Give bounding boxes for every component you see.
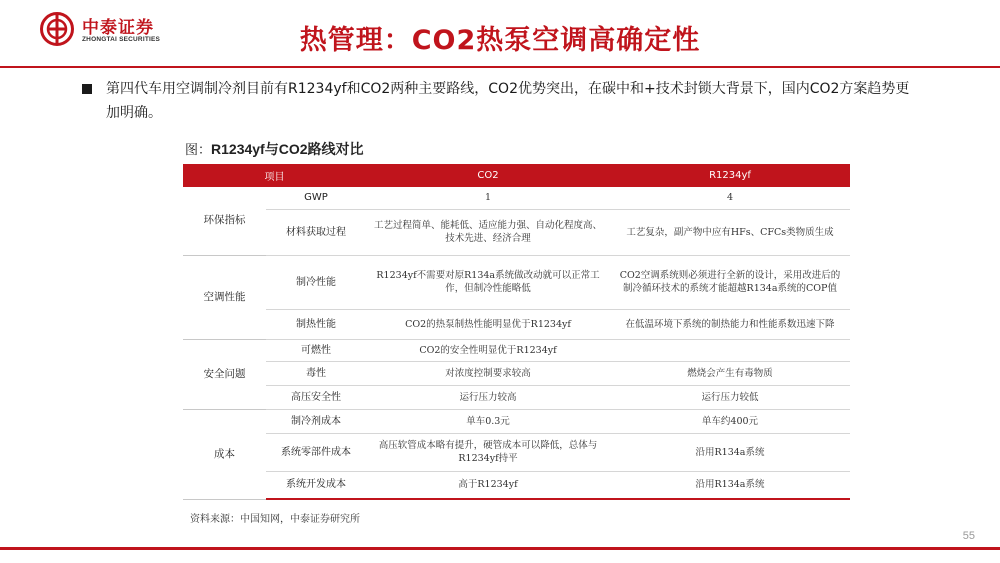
row-r1234yf: 沿用R134a系统	[610, 433, 850, 471]
row-co2: CO2的热泵制热性能明显优于R1234yf	[366, 309, 610, 339]
table-row	[183, 409, 850, 433]
table-row	[183, 309, 850, 339]
source-note: 资料来源：中国知网，中泰证券研究所	[190, 514, 360, 525]
header-r1234yf: R1234yf	[610, 164, 850, 187]
row-co2: 高压软管成本略有提升，硬管成本可以降低，总体与R1234yf持平	[366, 433, 610, 471]
row-co2: 1	[366, 187, 610, 209]
row-r1234yf: 单车约400元	[610, 409, 850, 433]
row-co2: R1234yf不需要对原R134a系统做改动就可以正常工作，但制冷性能略低	[366, 255, 610, 309]
table-row	[183, 361, 850, 385]
row-r1234yf: 运行压力较低	[610, 385, 850, 409]
table-row	[183, 187, 850, 209]
row-item: 毒性	[266, 361, 366, 385]
comparison-table	[183, 164, 850, 500]
row-co2: 高于R1234yf	[366, 471, 610, 499]
table-row	[183, 209, 850, 255]
row-r1234yf: 沿用R134a系统	[610, 471, 850, 499]
table-row	[183, 471, 850, 499]
figure-caption-name: R1234yf与CO2路线对比	[211, 141, 364, 157]
brand-name-en: ZHONGTAI SECURITIES	[82, 36, 161, 43]
row-r1234yf: 工艺复杂，副产物中应有HFs、CFCs类物质生成	[610, 209, 850, 255]
title-divider	[0, 66, 1000, 68]
table-header-row	[183, 164, 850, 187]
header-item: 项目	[183, 164, 366, 187]
brand-logo	[40, 12, 180, 52]
footer-divider	[0, 547, 1000, 550]
zhongtai-logo-icon	[40, 12, 74, 46]
brand-name-cn: 中泰证券	[82, 18, 154, 38]
row-co2: 对浓度控制要求较高	[366, 361, 610, 385]
row-item: 制冷性能	[266, 255, 366, 309]
figure-caption	[185, 139, 364, 159]
row-item: GWP	[266, 187, 366, 209]
category-environmental: 环保指标	[183, 187, 266, 255]
square-bullet-icon	[82, 84, 92, 94]
header-co2: CO2	[366, 164, 610, 187]
figure-caption-prefix: 图：	[185, 143, 212, 158]
table-row	[183, 339, 850, 361]
row-item: 系统零部件成本	[266, 433, 366, 471]
row-item: 制热性能	[266, 309, 366, 339]
row-item: 高压安全性	[266, 385, 366, 409]
row-co2: 工艺过程简单、能耗低、适应能力强、自动化程度高、技术先进、经济合理	[366, 209, 610, 255]
row-r1234yf	[610, 339, 850, 361]
row-co2: 运行压力较高	[366, 385, 610, 409]
category-cost: 成本	[183, 409, 266, 499]
row-item: 制冷剂成本	[266, 409, 366, 433]
row-r1234yf: 在低温环境下系统的制热能力和性能系数迅速下降	[610, 309, 850, 339]
row-r1234yf: 4	[610, 187, 850, 209]
page-number: 55	[962, 530, 975, 542]
row-item: 可燃性	[266, 339, 366, 361]
category-safety: 安全问题	[183, 339, 266, 409]
row-item: 材料获取过程	[266, 209, 366, 255]
table-row	[183, 433, 850, 471]
row-item: 系统开发成本	[266, 471, 366, 499]
bullet-paragraph	[82, 77, 912, 125]
row-co2: 单车0.3元	[366, 409, 610, 433]
bullet-text: 第四代车用空调制冷剂目前有R1234yf和CO2两种主要路线，CO2优势突出，在碳中和+技术封锁大背景下，国内CO2方案趋势更加明确。	[106, 81, 910, 121]
page-title: 热管理：CO2热泵空调高确定性	[299, 25, 701, 56]
row-r1234yf: 燃烧会产生有毒物质	[610, 361, 850, 385]
row-co2: CO2的安全性明显优于R1234yf	[366, 339, 610, 361]
table-row	[183, 385, 850, 409]
table-row	[183, 255, 850, 309]
category-ac-performance: 空调性能	[183, 255, 266, 339]
row-r1234yf: CO2空调系统则必须进行全新的设计，采用改进后的制冷循环技术的系统才能超越R134a系统的COP值	[610, 255, 850, 309]
